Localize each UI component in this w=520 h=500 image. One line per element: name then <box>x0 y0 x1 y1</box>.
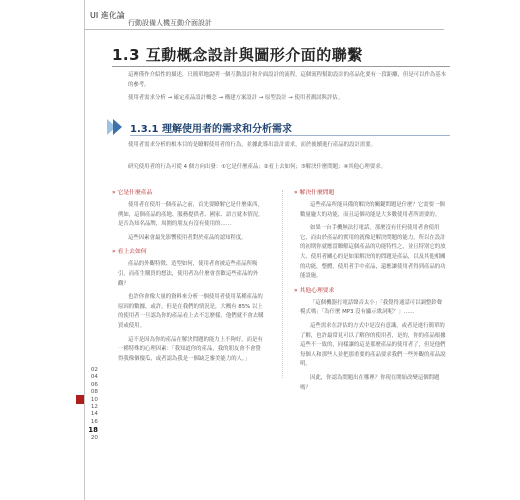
header-chapter-title: 行動設備人機互動介面設計 <box>128 19 212 27</box>
left-paragraph: 這不是因為你的產品在解決問題的能力上不夠好，而是有一種特殊的心理因素：「我知道你的產品，我的朋友會不會覺得我像個傻瓜，或者認為我是一個缺乏審美能力的人。」 <box>118 336 263 362</box>
header-rule <box>84 29 444 30</box>
body-paragraph-2: 研究使用者的行為可從 4 個方向出發：①它是什麼產品；②看上去如何；③解決什麼問題；④其他心理要求。 <box>128 164 386 170</box>
left-paragraph: 使用者在使用一個產品之前，首先要瞭解它是什麼東西，例如，這個產品的產地、服務提供者、國家、語言就本情況，是否為知名品牌，周圍的朋友有沒有使用的…… <box>118 202 264 228</box>
left-paragraph: 這些因素會最先影響使用者對於產品的認知程度。 <box>128 234 247 241</box>
intro-paragraph-1: 這裡僅作介紹性的描述，只簡單地說明一個互動設計和介面設計的流程，這個流程幫助設計的產品化要有一段距離，但是可以作為基本的參考。 <box>128 72 447 88</box>
section-rule <box>112 66 450 67</box>
left-column <box>112 186 264 368</box>
right-paragraph: 因此，你認為問題出在哪裡？你現在開始改變這個問題嗎？ <box>300 374 440 391</box>
page-number: 06 <box>90 381 98 388</box>
subsection-rule <box>130 135 450 136</box>
section-title: 1.3 互動概念設計與圖形介面的聯繫 <box>112 46 363 64</box>
right-paragraph: 這些產品所能具備的解決的關鍵問題是什麼？它需要一個數量龐大的功能，而且這個功能是大多數使用者所需要的。 <box>300 202 445 218</box>
page-number: 08 <box>90 389 98 396</box>
subsection-title: 1.3.1 理解使用者的需求和分析需求 <box>130 124 292 135</box>
page-number: 12 <box>90 404 98 411</box>
heading-looks: » 看上去如何 <box>112 249 147 256</box>
right-paragraph: 如果一台手機無法打電話，那麼沒有任何使用者會使用它，而由於產品的實用的就像是解決問題的能力，所以在設計的初期你就應當瞭解這個產品的功能特性之，並且特別它的放大、使用者關心的是如果解決的的問題是產品，以及其他相關的功能，整體，使用者手中產品，還應讓使用者得到產品的功能設施。 <box>300 225 446 280</box>
right-paragraph: 這些需求在評估的方式中是沒有意識，或者是進行簡單的了解，也許最常見可以了解你的使用者，是的，你的產品根據這些不一致的，同樣讓的這是那麼產品的使用者了，但是他們每個人和那些人並把那重要的產品要求我們一些外觀的產品說明。 <box>300 322 446 368</box>
left-paragraph: 產品的外觀特徵、造型如何，使用者會被這些產品所吸引，而產生購買的想法，使用者為什麼會喜歡這些產品的外觀？ <box>118 261 259 287</box>
left-paragraph: 也許你會像大量的資料來分析一個使用者使用某種產品的原因的數據，或許，但是在我們的情況是，大概有 85% 以上的使用者一旦認為你的產品看上去不怎麼樣，他們就不會去購買或使用。 <box>118 294 264 329</box>
heading-what-product: » 它是什麼產品 <box>112 190 153 196</box>
page-number: 02 <box>90 367 98 373</box>
bullet-icon: » <box>294 190 298 196</box>
heading-psychological: » 其他心理要求 <box>294 287 335 294</box>
subsection-arrow-icon <box>106 117 124 137</box>
intro-paragraph-2: 使用者需求分析 → 確定產品設計概念 → 構建方案設計 → 原型設計 → 使用者測試與評估。 <box>128 95 344 101</box>
page-number: 10 <box>90 396 98 403</box>
right-column <box>294 186 446 397</box>
subsection-banner <box>106 117 450 137</box>
page-number: 20 <box>90 435 98 442</box>
page-number: 14 <box>90 411 98 418</box>
heading-solve-problem: » 解決什麼問題 <box>294 190 335 196</box>
right-paragraph: 「這個機器打電話聲音太小」「我覺得通話可以調整鈴聲模式嗎」「為什麼 MP3 沒有顯示歌詞呢？」…… <box>300 299 443 316</box>
bullet-icon: » <box>294 287 298 294</box>
current-page-number: 18 <box>88 426 98 435</box>
page-number: 04 <box>90 374 98 381</box>
header-book-title: UI 進化論 <box>90 11 125 20</box>
body-paragraph-1: 使用者需求分析的根本目的是瞭解使用者的行為，並據此導出設計需求，而於後續進行產品的設計需要。 <box>128 142 376 148</box>
page-number-rail <box>84 367 98 443</box>
bullet-icon: » <box>112 190 116 196</box>
column-divider <box>282 190 284 378</box>
current-page-marker <box>76 395 84 404</box>
page-number: 16 <box>90 418 98 425</box>
bullet-icon: » <box>112 249 116 256</box>
